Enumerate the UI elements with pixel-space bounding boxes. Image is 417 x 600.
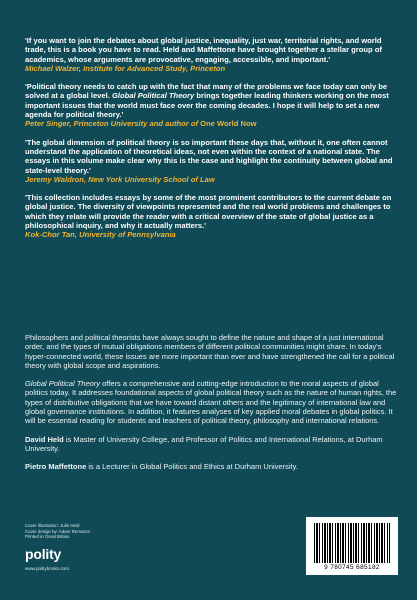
credit-printed: Printed in Great Britain [25,534,70,540]
isbn-barcode [306,517,398,575]
endorsement-waldron [25,138,397,184]
publisher-logo: polity [25,546,62,562]
endorsement-singer [25,82,397,128]
endorsement-walzer [25,36,397,73]
endorsements [25,36,397,249]
referenced-book-title: One World Now [200,119,257,129]
quote-text: 'If you want to join the debates about global justice, inequality, just war, territorial rights, and world trade, this is a book you have to read. Held and Maffettone have brought together a stellar group of academics, whose arguments are provocative, engaging, accessible, and important.' [25,36,382,64]
quote-source: Michael Walzer, Institute for Advanced Study, Princeton [25,63,226,73]
summary-text: offers a comprehensive and cutting-edge introduction to the moral aspects of global politics today. It addresses foundational aspects of global political theory such as the nature of human rights, the types of distributive obligations that we have toward distant others and the legitimacy of international law and global governance institutions. In addition, it features analyses of key applied moral debates in global politics. It will be essential reading for students and teachers of political theory, philosophy and international relations. [25,379,397,426]
quote-source: Kok-Chor Tan, University of Pennsylvania [25,230,176,240]
author-name: Pietro Maffettone [25,462,87,472]
barcode-bars [314,523,390,563]
intro-paragraph: Philosophers and political theorists have always sought to define the nature and shape of a just international order, and the types of mutual obligations members of different political communities might share. In today's hyper-connected world, these issues are more important than ever and have strengthened the call for a political theory with global scope and aspirations. [25,333,395,370]
quote-source-part: Peter Singer, Princeton University and author of [25,119,201,129]
endorsement-tan [25,193,397,239]
quote-source [25,119,397,128]
quote-text [25,82,397,119]
cover-credits [25,523,185,540]
credit-design: Cover design by: Adam Renvoize [25,528,90,534]
author-bio-text: is Master of University College, and Professor of Politics and International Relations, at Durham University. [25,434,383,453]
book-description [25,333,397,481]
publisher-website: www.politybooks.com [25,566,69,571]
quote-text-part: 'Political theory needs to catch up with the fact that many of the problems we face today can only be solved at a global level. [25,82,388,101]
quote-text: 'This collection includes essays by some of the most prominent contributors to the current debate on global justice. The diversity of viewpoints represented and the real world problems and challenges to which they relate will provide the reader with a critical overview of the state of global justice as a philosophical inquiry, and why it actually matters.' [25,193,392,231]
quote-text: 'The global dimension of political theory is so important these days that, without it, one often cannot understand the application of theoretical ideas, not even within the context of a national state. The essays in this volume make clear why this is the case and highlight the continuity between global and state-level theory.' [25,137,393,175]
barcode-digits: 9 780745 685182 [324,564,380,571]
author-bio-text: is a Lecturer in Global Politics and Ethics at Durham University. [86,462,298,472]
author-name: David Held [25,434,64,444]
quote-text-part: brings together leading thinkers working on the most important issues that the world must face over the coming decades. I hope it will help to set a new agenda for political theory.' [25,91,389,120]
book-title: Global Political Theory [111,91,195,101]
credit-illustration: Cover illustration: Julie Held [25,523,80,528]
author-bio-maffettone [25,462,397,471]
book-title: Global Political Theory [25,379,101,389]
author-bio-held [25,435,397,454]
summary-paragraph [25,379,397,425]
quote-source: Jeremy Waldron, New York University School of Law [25,174,215,184]
